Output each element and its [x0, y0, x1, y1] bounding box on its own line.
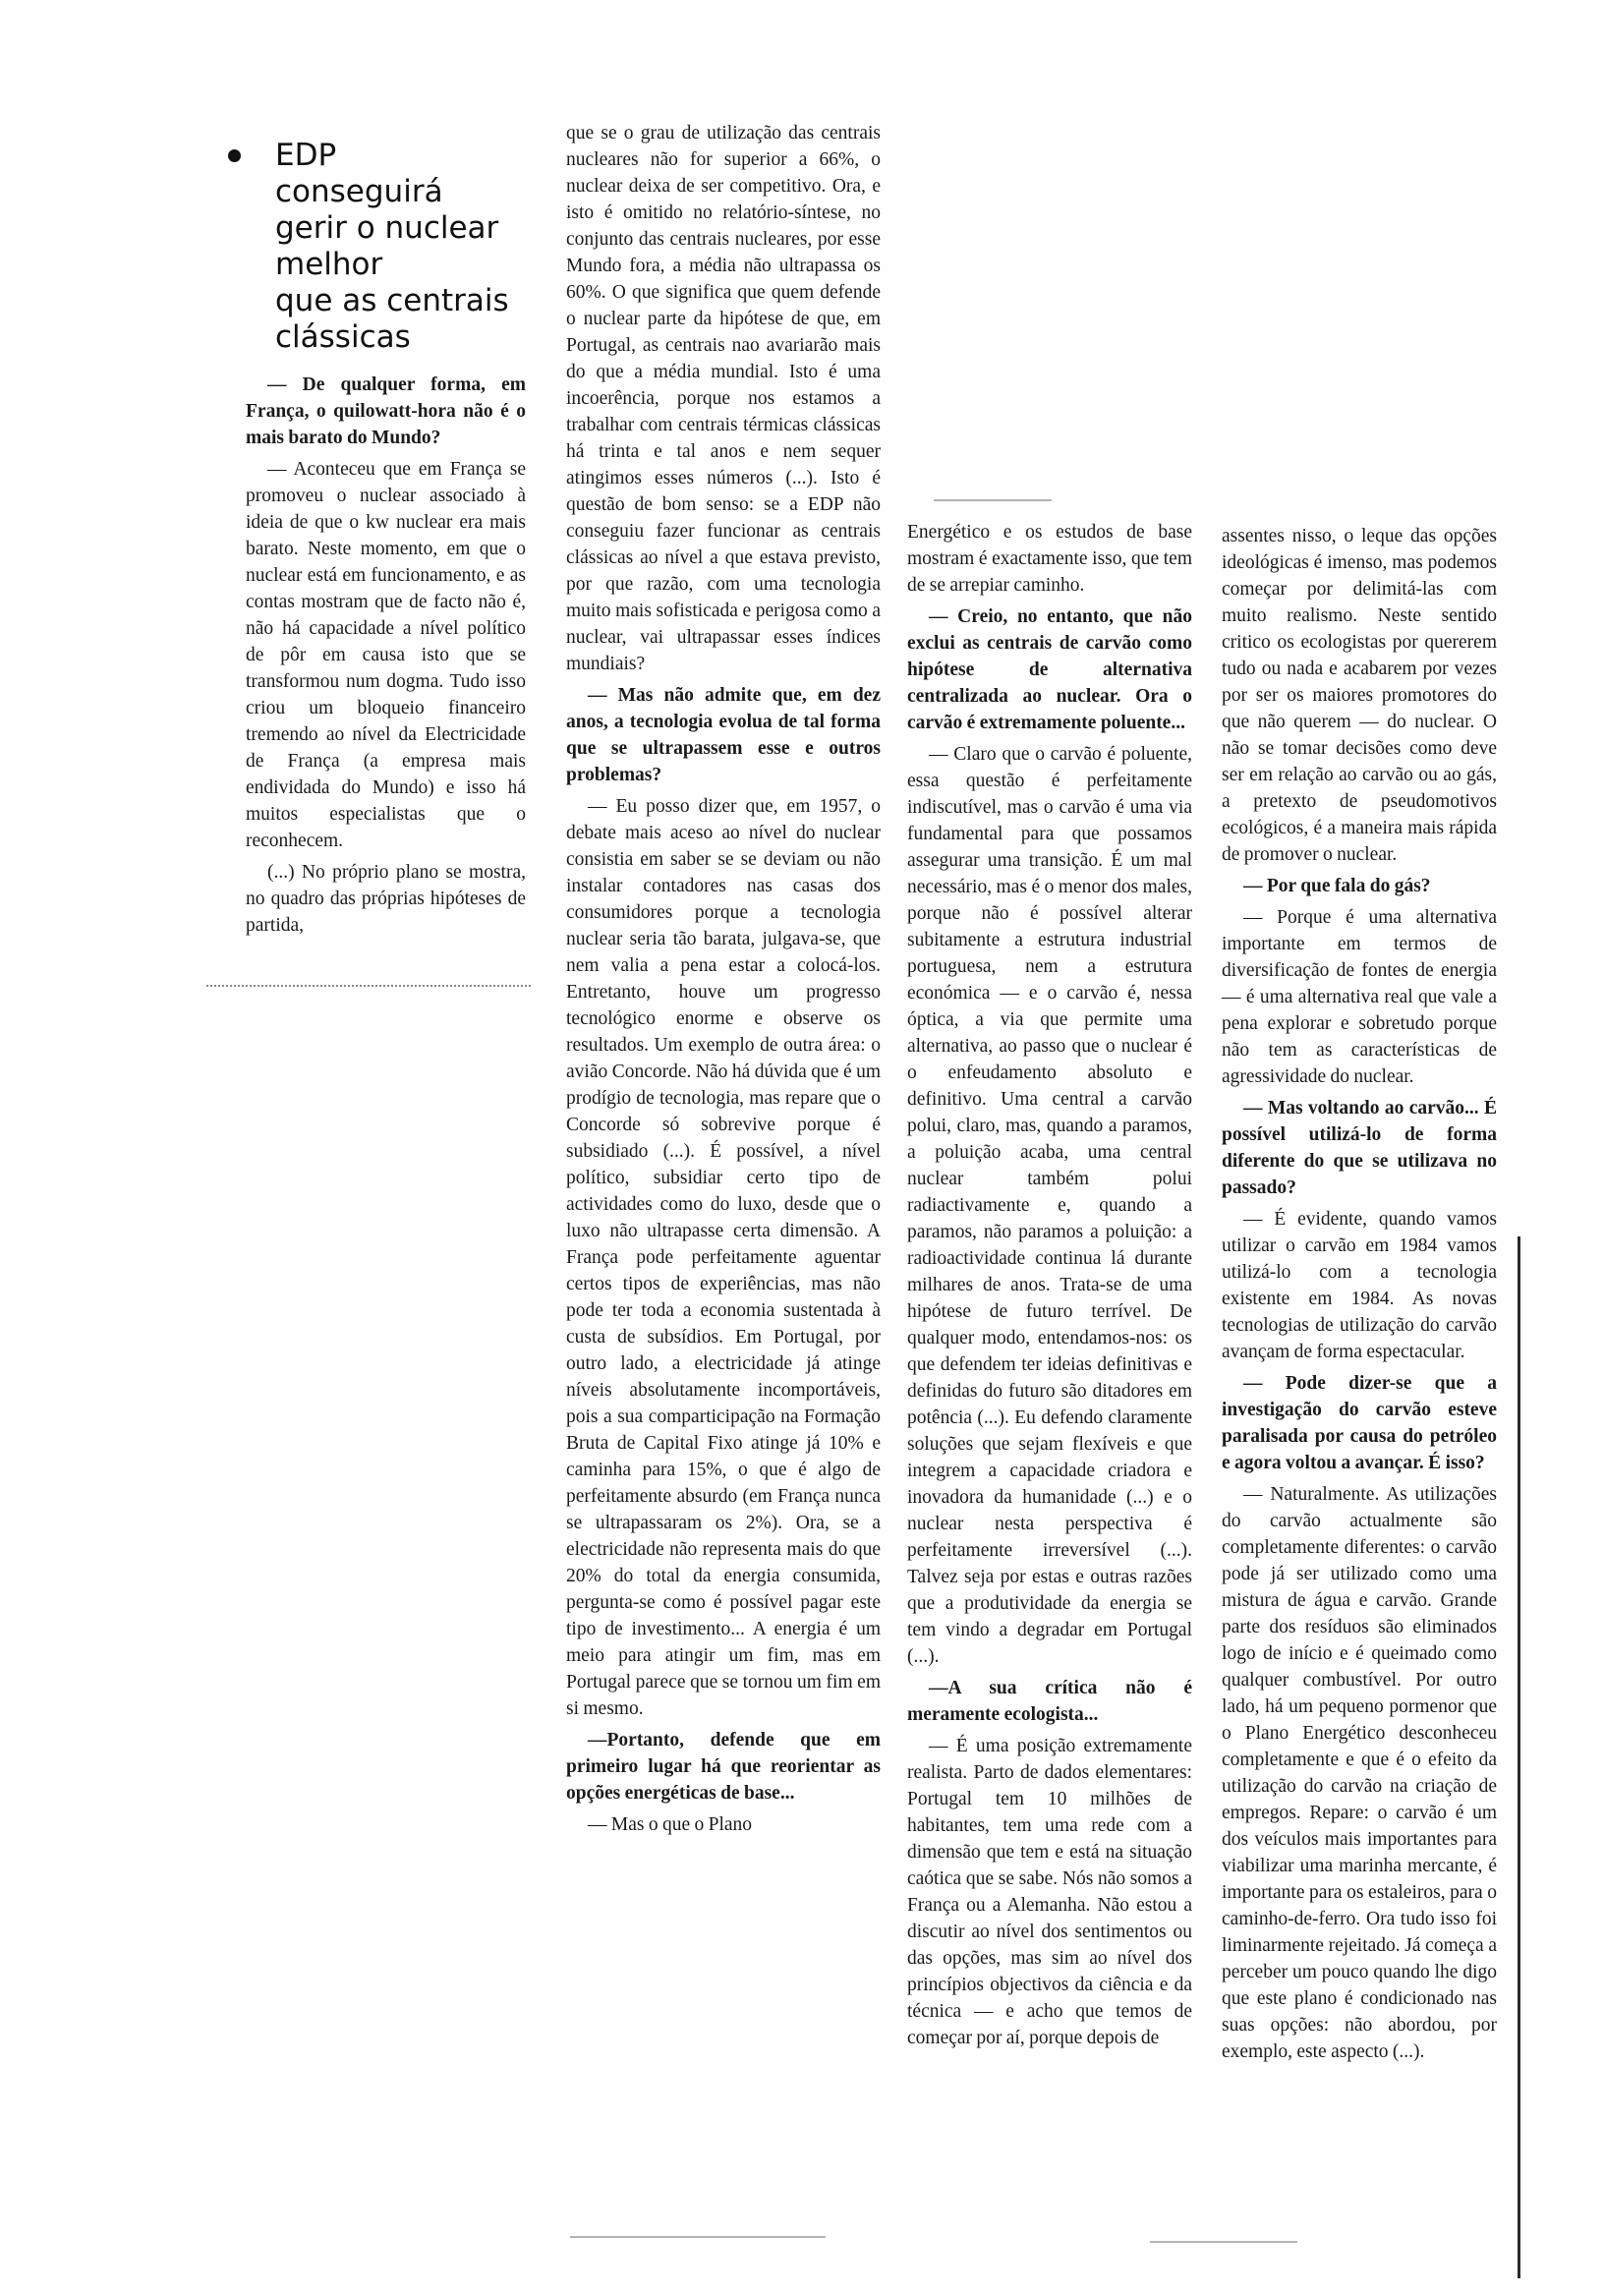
- question-text: — Pode dizer-se que a investigação do carvão esteve paralisada por causa do petróleo e agora voltou a avançar. É isso?: [1222, 1373, 1497, 1473]
- answer-paragraph: — Mas o que o Plano: [588, 1814, 753, 1835]
- question-text: — Por que fala do gás?: [1243, 876, 1431, 896]
- text-column-1: [246, 372, 526, 944]
- scan-edge-line: [1518, 1236, 1520, 2278]
- headline-line: melhor: [275, 247, 383, 282]
- question-paragraph: [1222, 873, 1497, 899]
- bullet-icon: [228, 149, 241, 162]
- answer-paragraph: (...) No próprio plano se mostra, no quadro das próprias hipóteses de partida,: [246, 862, 526, 936]
- question-text: — Mas voltando ao carvão... É possível utilizá-lo de forma diferente do que se utilizava no passado?: [1222, 1098, 1497, 1198]
- question-paragraph: [246, 372, 526, 451]
- text-column-2: [566, 120, 881, 1843]
- answer-paragraph: — É evidente, quando vamos utilizar o carvão em 1984 vamos utilizá-lo com a tecnologia existente em 1984. As novas tecnologias de utilização do carvão avançam de forma espectacular.: [1222, 1209, 1497, 1362]
- answer-paragraph: — Naturalmente. As utilizações do carvão actualmente são completamente diferentes: o carvão pode já ser utilizado como uma mistura de água e carvão. Grande parte dos resíduos são eliminados logo de início e é queimado como qualquer combustível. Por outro lado, há um pequeno pormenor que o Plano Energético desconheceu completamente e que é o efeito da utilização do carvão na criação de empregos. Repare: o carvão é um dos veículos mais importantes para viabilizar uma marinha mercante, é importante para os estaleiros, para o caminho-de-ferro. Ora tudo isso foi liminarmente rejeitado. Já começa a perceber um pouco quando lhe digo que este plano é condicionado nas suas opções: não abordou, por exemplo, este aspecto (...).: [1222, 1484, 1497, 2062]
- text-column-4: [1222, 523, 1497, 2070]
- scan-artifact: [934, 499, 1052, 501]
- headline-line: gerir o nuclear: [275, 210, 499, 246]
- question-text: — Creio, no entanto, que não exclui as centrais de carvão como hipótese de alternativa centralizada ao nuclear. Ora o carvão é extremamente poluente...: [907, 606, 1192, 733]
- headline-line: clássicas: [275, 319, 411, 355]
- question-text: —Portanto, defende que em primeiro lugar há que reorientar as opções energéticas de base...: [566, 1730, 881, 1804]
- question-text: — De qualquer forma, em França, o quilowatt-hora não é o mais barato do Mundo?: [246, 374, 526, 448]
- question-paragraph: [1222, 1370, 1497, 1476]
- question-text: —A sua crítica não é meramente ecologista...: [907, 1678, 1192, 1725]
- question-text: — Mas não admite que, em dez anos, a tecnologia evolua de tal forma que se ultrapassem esse e outros problemas?: [566, 685, 881, 785]
- answer-paragraph: — Porque é uma alternativa importante em termos de diversificação de fontes de energia — é uma alternativa real que vale a pena explorar e sobretudo porque não tem as características de agressividade do nuclear.: [1222, 907, 1497, 1087]
- headline-line: que as centrais: [275, 283, 509, 318]
- answer-paragraph: Energético e os estudos de base mostram é exactamente isso, que tem de se arrepiar caminho.: [907, 522, 1192, 596]
- article-headline: [246, 138, 521, 356]
- question-paragraph: [907, 1675, 1192, 1728]
- question-paragraph: [566, 682, 881, 788]
- text-column-3: [907, 519, 1192, 2056]
- answer-paragraph: — Eu posso dizer que, em 1957, o debate mais aceso ao nível do nuclear consistia em saber se se deviam ou não instalar contadores nas casas dos consumidores porque a tecnologia nuclear seria tão barata, julgava-se, que nem valia a pena estar a colocá-los. Entretanto, houve um progresso tecnológico enorme e observe os resultados. Um exemplo de outra área: o avião Concorde. Não há dúvida que é um prodígio de tecnologia, mas repare que o Concorde só sobrevive porque é subsidiado (...). É possível, a nível político, subsidiar certo tipo de actividades como do luxo, desde que o luxo não ultrapasse certa dimensão. A França pode perfeitamente aguentar certos tipos de experiências, mas não pode ter toda a economia sustentada à custa de subsídios. Em Portugal, por outro lado, a electricidade já atinge níveis absolutamente incomportáveis, pois a sua comparticipação na Formação Bruta de Capital Fixo atinge já 10% e caminha para 15%, o que é algo de perfeitamente absurdo (em França nunca se ultrapassaram os 2%). Ora, se a electricidade não representa mais do que 20% do total da energia consumida, pergunta-se como é possível pagar este tipo de investimento... A energia é um meio para atingir um fim, mas em Portugal parece que se tornou um fim em si mesmo.: [566, 796, 881, 1719]
- scan-artifact: [570, 2236, 826, 2238]
- answer-paragraph: — É uma posição extremamente realista. Parto de dados elementares: Portugal tem 10 milhões de habitantes, tem uma rede com a dimensão que tem e está na situação caótica que se sabe. Nós não somos a França ou a Alemanha. Não estou a discutir ao nível dos sentimentos ou das opções, mas sim ao nível dos princípios objectivos da ciência e da técnica — e acho que temos de começar por aí, porque depois de: [907, 1736, 1192, 2048]
- scan-artifact: [1150, 2241, 1297, 2243]
- question-paragraph: [1222, 1095, 1497, 1201]
- answer-paragraph: que se o grau de utilização das centrais nucleares não for superior a 66%, o nuclear deixa de ser competitivo. Ora, e isto é omitido no relatório-síntese, no conjunto das centrais nucleares, por esse Mundo fora, a média não ultrapassa os 60%. O que significa que quem defende o nuclear parte da hipótese de que, em Portugal, as centrais nao avariarão mais do que a média mundial. Isto é uma incoerência, porque nos estamos a trabalhar com centrais térmicas clássicas há trinta e tal anos e nem sequer atingimos esses números (...). Isto é questão de bom senso: se a EDP não conseguiu fazer funcionar as centrais clássicas ao nível a que estava previsto, por que razão, com uma tecnologia muito mais sofisticada e perigosa como a nuclear, vai ultrapassar esses índices mundiais?: [566, 123, 881, 674]
- question-paragraph: [907, 603, 1192, 736]
- column-divider: [206, 985, 531, 989]
- answer-paragraph: — Aconteceu que em França se promoveu o nuclear associado à ideia de que o kw nuclear era mais barato. Neste momento, em que o nuclear está em funcionamento, e as contas mostram que de facto não é, não há capacidade a nível político de pôr em causa isto que se transformou num dogma. Tudo isso criou um bloqueio financeiro tremendo ao nível da Electricidade de França (a empresa mais endividada do Mundo) e isso há muitos especialistas que o reconhecem.: [246, 459, 526, 851]
- headline-line: conseguirá: [275, 174, 443, 209]
- headline-line: EDP: [275, 138, 337, 173]
- answer-paragraph: assentes nisso, o leque das opções ideológicas é imenso, mas podemos começar por delimitá-las com muito realismo. Neste sentido critico os ecologistas por quererem tudo ou nada e acabarem por vezes por ser os maiores promotores do que não querem — do nuclear. O não se tomar decisões como deve ser em relação ao carvão ou ao gás, a pretexto de pseudomotivos ecológicos, é a maneira mais rápida de promover o nuclear.: [1222, 526, 1497, 865]
- question-paragraph: [566, 1727, 881, 1807]
- answer-paragraph: — Claro que o carvão é poluente, essa questão é perfeitamente indiscutível, mas o carvão é uma via fundamental para que possamos assegurar uma transição. É um mal necessário, mas é o menor dos males, porque não é possível alterar subitamente a estrutura industrial portuguesa, nem a estrutura económica — e o carvão é, nessa óptica, a via que permite uma alternativa, ao passo que o nuclear é o enfeudamento absoluto e definitivo. Uma central a carvão polui, claro, mas, quando a paramos, a poluição acaba, uma central nuclear também polui radiactivamente e, quando a paramos, não paramos a poluição: a radioactividade continua lá durante milhares de anos. Trata-se de uma hipótese de futuro terrível. De qualquer modo, entendamos-nos: os que defendem ter ideias definitivas e definidas do futuro são ditadores em potência (...). Eu defendo claramente soluções que sejam flexíveis e que integrem a capacidade criadora e inovadora da humanidade (...) e o nuclear nesta perspectiva é perfeitamente irreversível (...). Talvez seja por estas e outras razões que a produtividade da energia se tem vindo a degradar em Portugal (...).: [907, 744, 1192, 1667]
